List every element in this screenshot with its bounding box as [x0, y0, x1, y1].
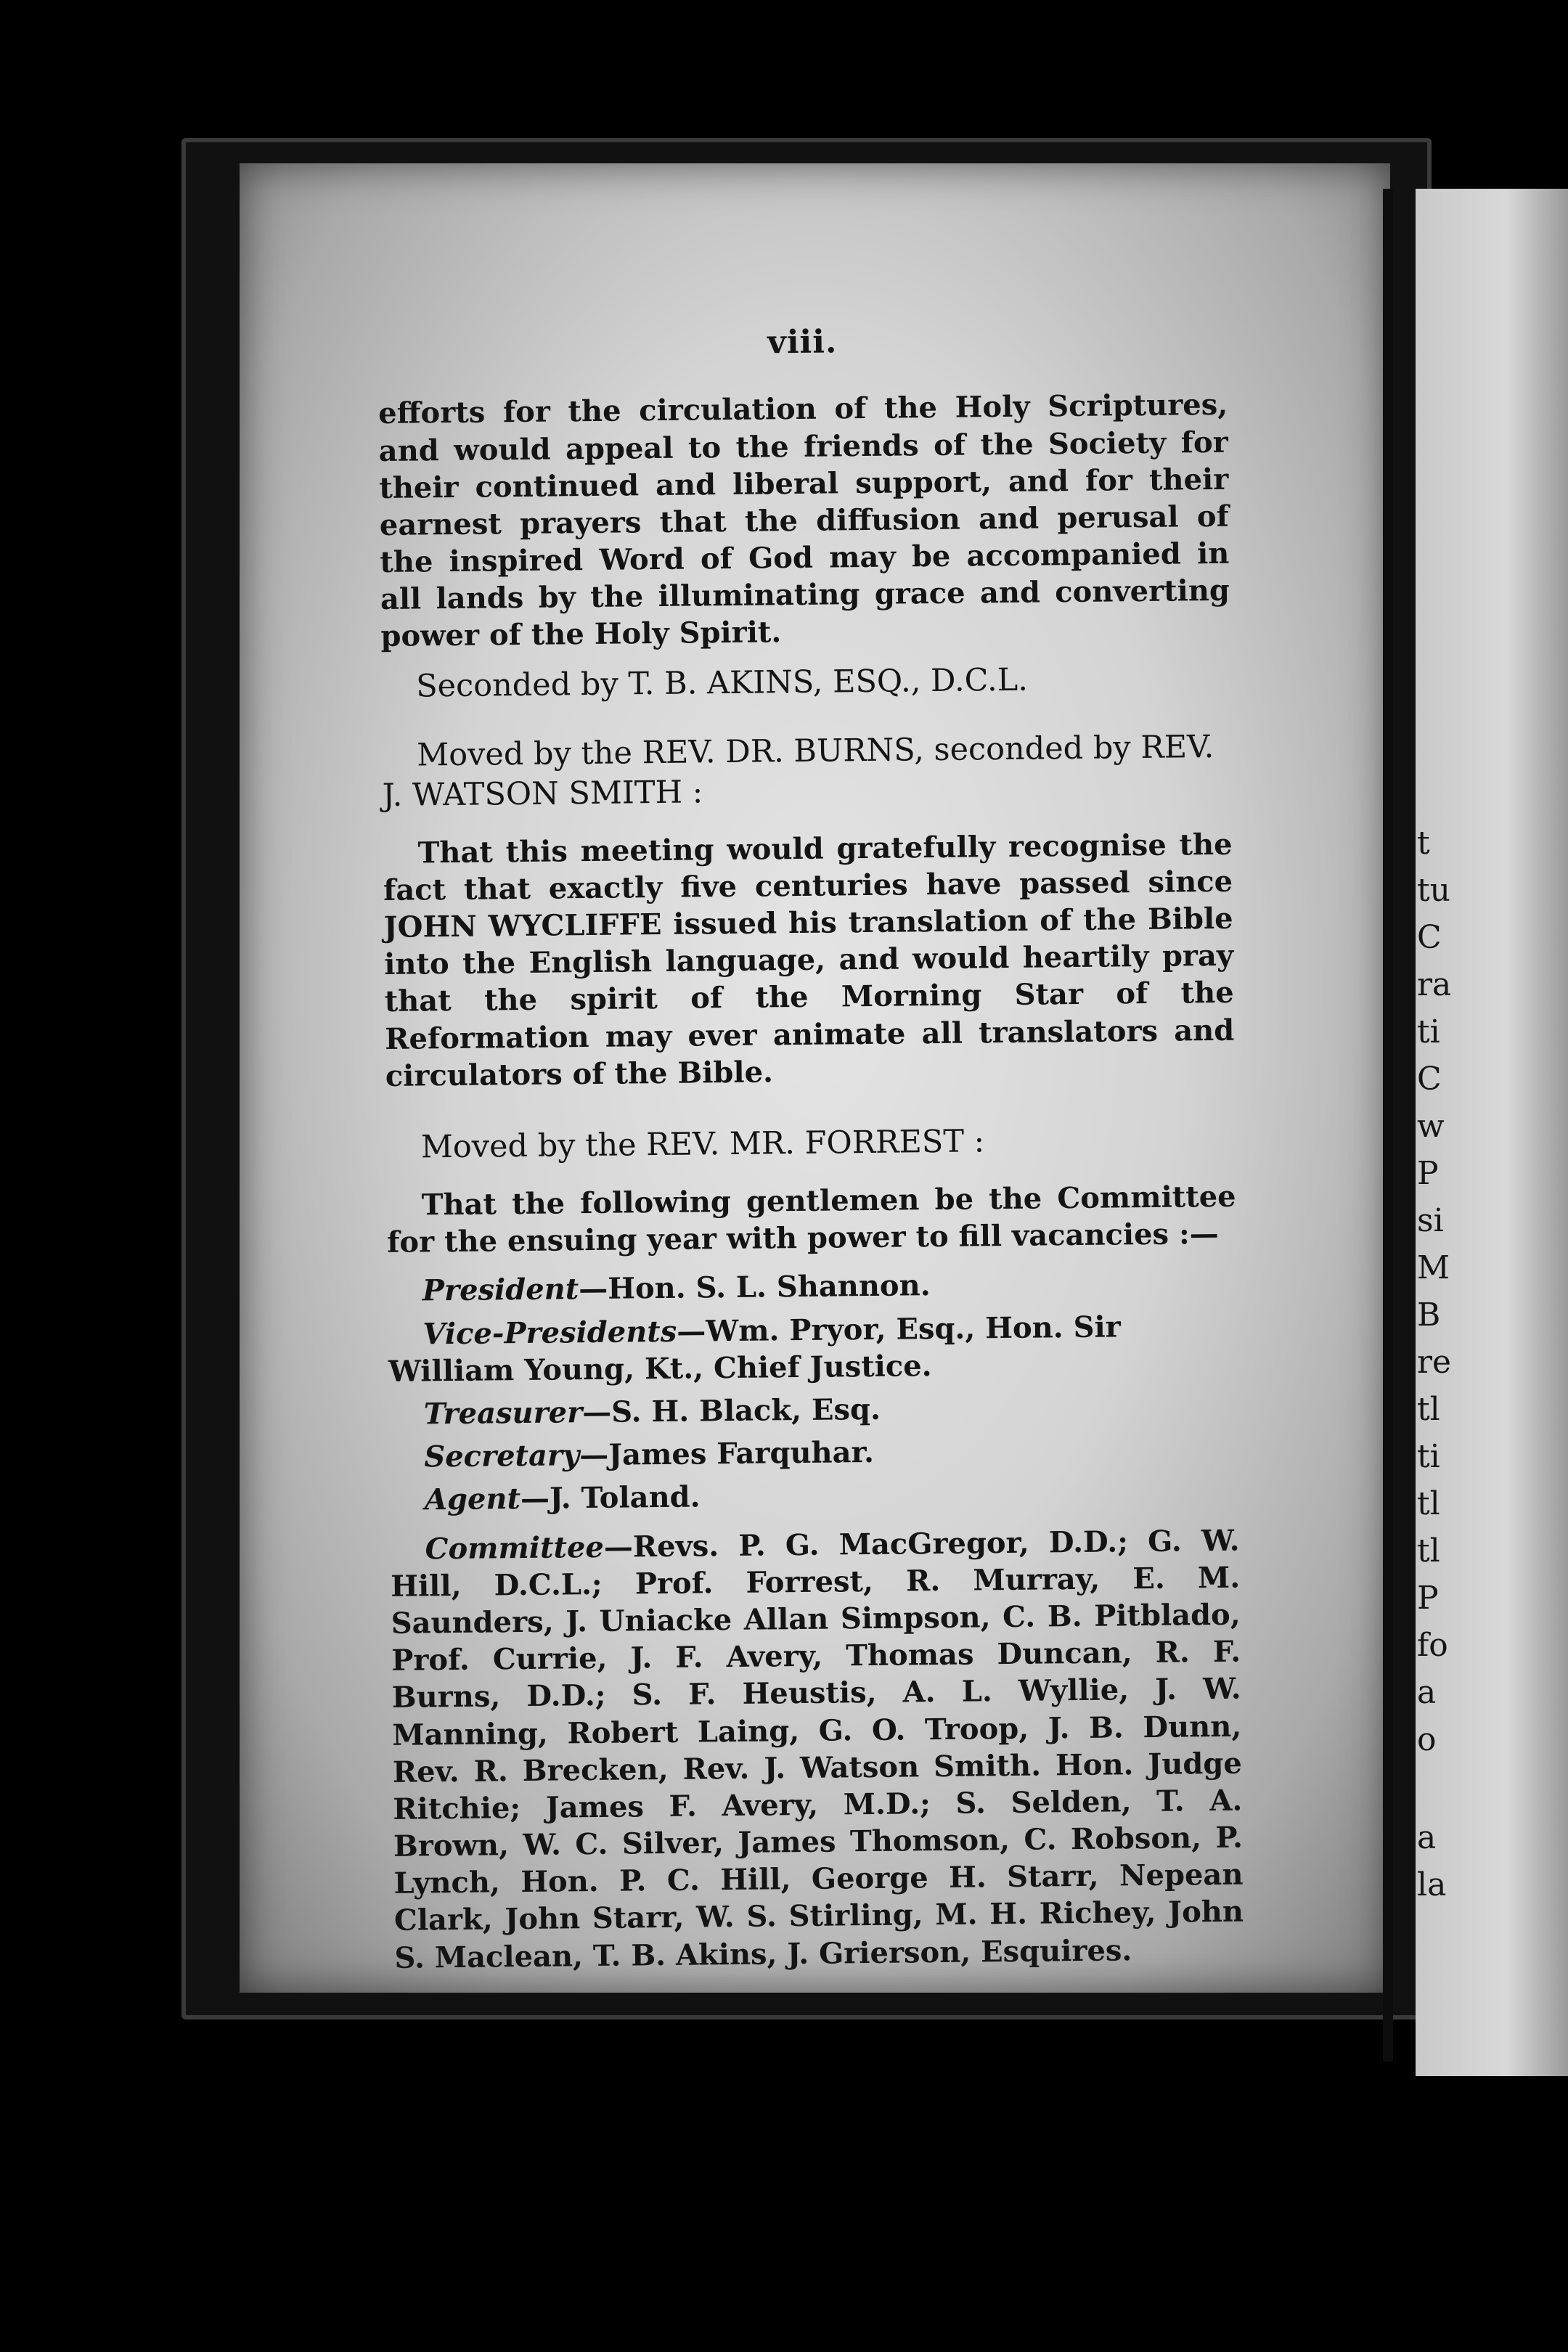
- moved-line: Moved by the REV. MR. FORREST :: [420, 1123, 985, 1166]
- officer-role: President: [422, 1272, 579, 1308]
- officer-names: —James Farquhar.: [579, 1435, 875, 1473]
- right-page-text-fragment: a: [1417, 1677, 1437, 1709]
- page-gutter: [1383, 189, 1393, 2062]
- officer-names: —Wm. Pryor, Esq., Hon. Sir William Young, Kt., Chief Justice.: [388, 1309, 1121, 1389]
- right-page-fragment: [1416, 189, 1568, 2076]
- page-number: viii.: [767, 323, 838, 362]
- right-page-text-fragment: tl: [1417, 1394, 1440, 1426]
- right-page-text-fragment: ti: [1417, 1016, 1440, 1048]
- right-page-text-fragment: ra: [1417, 969, 1452, 1001]
- committee-names: —Revs. P. G. MacGregor, D.D.; G. W. Hill, D.C.L.; Prof. Forrest, R. Murray, E. M. Saunders, J. Uniacke Allan Simpson, C. B. Pitblado, Prof. Currie, J. F. Avery, Thomas Duncan, R. F. Burns, D.D.; S. F. Heustis, A. L. Wyllie, J. W. Manning, Robert Laing, G. O. Troop, J. B. Dunn, Rev. R. Brecken, Rev. J. Watson Smith. Hon. Judge Ritchie; James F. Avery, M.D.; S. Selden, T. A. Brown, W. C. Silver, James Thomson, C. Robson, P. Lynch, Hon. P. C. Hill, George H. Starr, Nepean Clark, John Starr, W. S. Stirling, M. H. Richey, John S. Maclean, T. B. Akins, J. Grierson, Esquires.: [390, 1523, 1244, 1975]
- officer-entry: [390, 1473, 1239, 1519]
- officer-entry: [389, 1430, 1238, 1476]
- right-page-text-fragment: w: [1417, 1111, 1445, 1143]
- right-page-text-fragment: a: [1417, 1822, 1437, 1854]
- officer-role: Vice-Presidents: [422, 1314, 677, 1352]
- right-page-text-fragment: P: [1417, 1158, 1439, 1190]
- officer-entry: [388, 1264, 1237, 1310]
- officer-names: —J. Toland.: [520, 1479, 701, 1516]
- committee-role: Committee: [425, 1530, 605, 1566]
- moved-line: Moved by the REV. DR. BURNS, seconded by REV. J. WATSON SMITH :: [382, 728, 1214, 814]
- officer-names: —Hon. S. L. Shannon.: [578, 1268, 931, 1307]
- officer-names: —S. H. Black, Esq.: [581, 1392, 881, 1430]
- officer-entry: [388, 1307, 1238, 1390]
- right-page-text-fragment: tl: [1417, 1488, 1440, 1520]
- right-page-text-fragment: C: [1417, 1063, 1442, 1095]
- right-page-text-fragment: re: [1417, 1347, 1452, 1379]
- committee-list: [390, 1522, 1244, 1976]
- officer-role: Agent: [424, 1482, 521, 1517]
- right-page-text-fragment: o: [1417, 1724, 1437, 1756]
- officer-role: Secretary: [424, 1438, 580, 1474]
- right-page-text-fragment: M: [1417, 1252, 1450, 1284]
- right-page-text-fragment: tl: [1417, 1535, 1440, 1567]
- right-page-text-fragment: ti: [1417, 1441, 1440, 1473]
- right-page-text-fragment: C: [1417, 922, 1442, 954]
- officer-entry: [388, 1387, 1238, 1433]
- resolution-text: That this meeting would gratefully recognise the fact that exactly five centuries have passed since JOHN WYCLIFFE issued his translation of the Bible into the English language, and would heartily pray that the spirit of the Morning Star of the Reformation may ever animate all translators and circulators of the Bible.: [383, 827, 1235, 1093]
- officer-role: Treasurer: [423, 1395, 583, 1432]
- officers-list: [388, 1264, 1239, 1519]
- page-text-block: [377, 318, 1244, 2006]
- right-page-text-fragment: la: [1417, 1869, 1447, 1901]
- resolution-text: That the following gentlemen be the Committee for the ensuing year with power to fill vacancies :—: [386, 1179, 1236, 1260]
- right-page-text-fragment: B: [1417, 1299, 1441, 1331]
- right-page-text-fragment: fo: [1417, 1630, 1448, 1662]
- resolution-text: efforts for the circulation of the Holy Scriptures, and would appeal to the friends of the Society for their continued and liberal support, and for their earnest prayers that the diffusion and perusal of the inspired Word of God may be accompanied in all lands by the illuminating grace and converting power of the Holy Spirit.: [378, 388, 1230, 654]
- seconded-line: Seconded by T. B. AKINS, ESQ., D.C.L.: [415, 661, 1029, 705]
- right-page-text-fragment: si: [1417, 1205, 1444, 1237]
- right-page-text-fragment: t: [1417, 828, 1430, 859]
- right-page-text-fragment: tu: [1417, 875, 1451, 907]
- right-page-text-fragment: P: [1417, 1583, 1439, 1614]
